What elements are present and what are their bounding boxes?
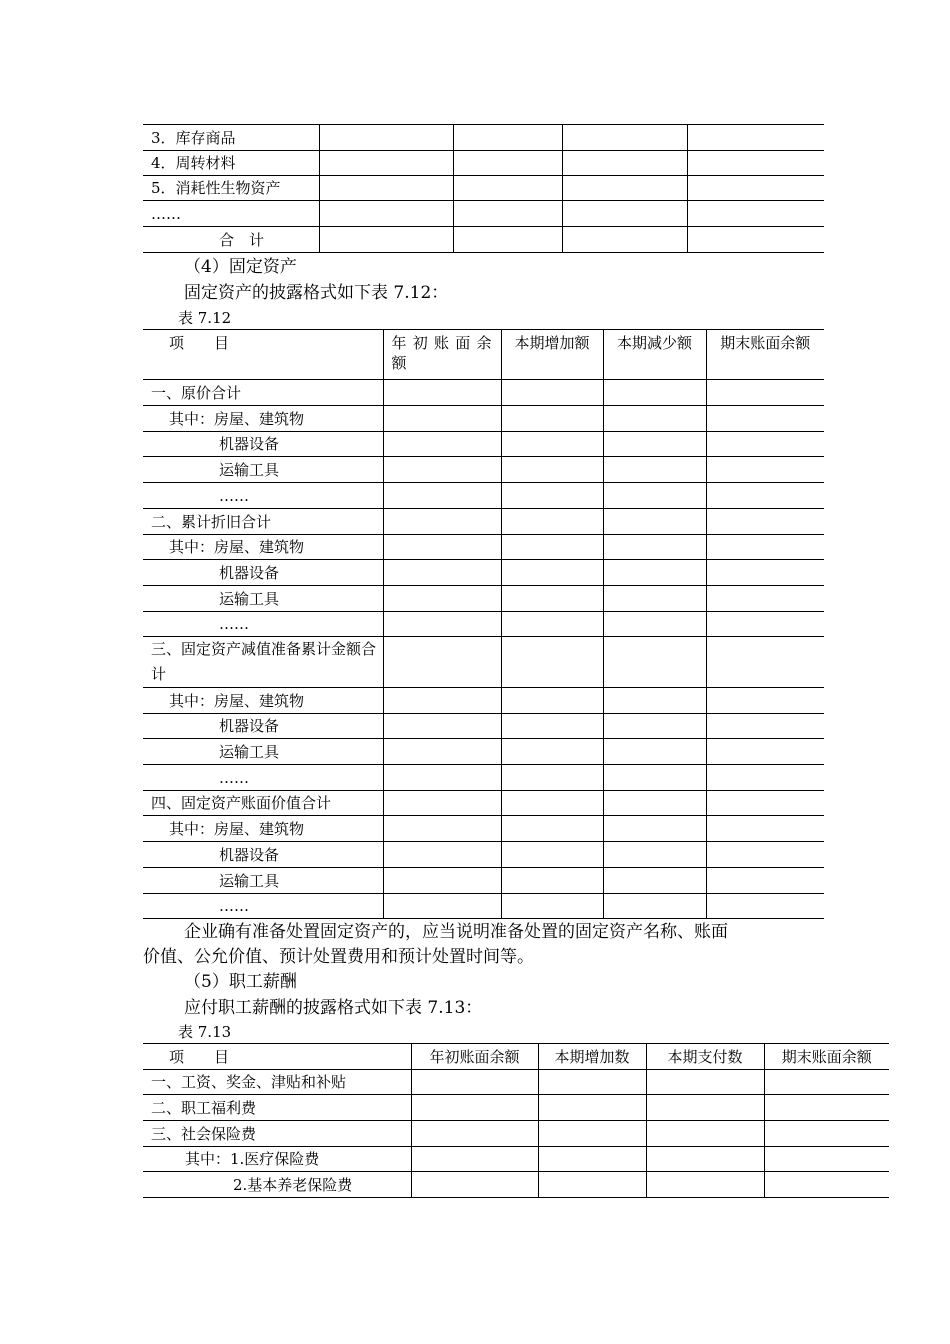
row-label: …… xyxy=(143,483,383,509)
row-label: …… xyxy=(143,201,319,227)
row-label: 5．消耗性生物资产 xyxy=(143,176,319,201)
table-7-13-caption: 表 7.13 xyxy=(178,1023,232,1041)
header-paid: 本期支付数 xyxy=(646,1044,764,1070)
row-label: 二、累计折旧合计 xyxy=(143,509,383,535)
header-closing-balance: 期末账面余额 xyxy=(764,1044,889,1070)
section-5-heading: （5）职工薪酬 xyxy=(184,972,297,992)
fixed-assets-table xyxy=(143,329,824,919)
header-item: 项 目 xyxy=(143,1044,411,1070)
row-label: 2.基本养老保险费 xyxy=(143,1172,411,1198)
header-opening-balance: 年初账面余额 xyxy=(383,330,501,380)
header-opening-balance: 年初账面余额 xyxy=(411,1044,538,1070)
row-label: 三、固定资产减值准备累计金额合计 xyxy=(143,637,383,688)
row-label: 机器设备 xyxy=(143,560,383,586)
row-label: 机器设备 xyxy=(143,432,383,457)
disposal-paragraph-line2: 价值、公允价值、预计处置费用和预计处置时间等。 xyxy=(143,947,534,967)
row-label: 其中：房屋、建筑物 xyxy=(143,406,383,432)
row-label: 三、社会保险费 xyxy=(143,1121,411,1147)
section-5-intro: 应付职工薪酬的披露格式如下表 7.13： xyxy=(184,998,483,1018)
row-label: 4．周转材料 xyxy=(143,151,319,176)
row-label: 二、职工福利费 xyxy=(143,1095,411,1121)
row-label: 运输工具 xyxy=(143,586,383,612)
inventory-table-tail xyxy=(143,124,824,253)
header-closing-balance: 期末账面余额 xyxy=(706,330,824,380)
row-label: …… xyxy=(143,612,383,637)
header-increase: 本期增加额 xyxy=(501,330,603,380)
row-label: 机器设备 xyxy=(143,714,383,739)
section-4-intro: 固定资产的披露格式如下表 7.12： xyxy=(184,283,449,303)
row-label: 四、固定资产账面价值合计 xyxy=(143,791,383,816)
row-label: 一、原价合计 xyxy=(143,380,383,406)
row-label: 机器设备 xyxy=(143,842,383,868)
row-label: 其中：1.医疗保险费 xyxy=(143,1147,411,1172)
header-increase: 本期增加数 xyxy=(538,1044,646,1070)
row-label: 一、工资、奖金、津贴和补贴 xyxy=(143,1070,411,1095)
table-7-12-caption: 表 7.12 xyxy=(178,309,232,327)
row-label: 运输工具 xyxy=(143,868,383,894)
row-label: …… xyxy=(143,765,383,791)
row-label: 其中：房屋、建筑物 xyxy=(143,535,383,560)
total-label: 合 计 xyxy=(143,227,319,253)
payroll-table xyxy=(143,1043,889,1198)
header-decrease: 本期减少额 xyxy=(603,330,706,380)
row-label: 其中：房屋、建筑物 xyxy=(143,816,383,842)
disposal-paragraph-line1: 企业确有准备处置固定资产的，应当说明准备处置的固定资产名称、账面 xyxy=(184,922,728,942)
row-label: 运输工具 xyxy=(143,457,383,483)
section-4-heading: （4）固定资产 xyxy=(184,257,297,277)
row-label: 3．库存商品 xyxy=(143,125,319,151)
row-label: …… xyxy=(143,894,383,919)
header-item: 项 目 xyxy=(143,330,383,380)
row-label: 运输工具 xyxy=(143,739,383,765)
row-label: 其中：房屋、建筑物 xyxy=(143,688,383,714)
